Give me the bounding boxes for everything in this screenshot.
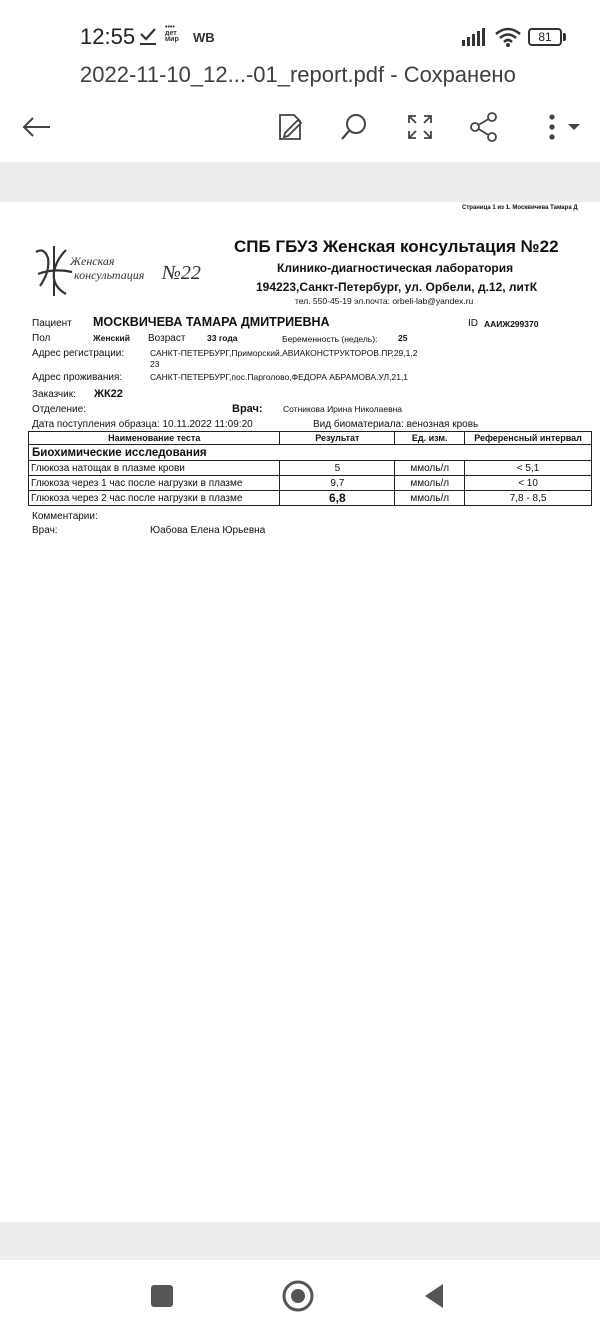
logo-zh-glyph-icon [30, 242, 80, 302]
logo-number: №22 [162, 262, 201, 284]
detmir-line2: мир [165, 36, 179, 43]
comments-label: Комментарии: [32, 511, 98, 522]
share-icon [468, 111, 500, 143]
share-button[interactable] [462, 105, 506, 149]
test-result: 9,7 [280, 476, 395, 491]
more-menu-button[interactable] [536, 105, 586, 149]
edit-document-icon [274, 111, 306, 143]
table-row [29, 476, 592, 491]
results-table [28, 431, 592, 506]
recent-apps-icon [150, 1284, 174, 1308]
lab-name: Клинико-диагностическая лаборатория [277, 261, 514, 275]
test-unit: ммоль/л [395, 461, 465, 476]
clinic-logo [30, 242, 220, 302]
department-label: Отделение: [32, 404, 86, 415]
table-row [29, 461, 592, 476]
section-title: Биохимические исследования [29, 445, 592, 461]
detmir-line1: дет [165, 30, 177, 37]
signal-icon [460, 27, 488, 47]
live-address-value: САНКТ-ПЕТЕРБУРГ,пос.Парголово,ФЕДОРА АБРАМОВА.УЛ,21,1 [150, 372, 409, 382]
viewer-top-divider [0, 162, 600, 202]
test-result: 5 [280, 461, 395, 476]
test-name: Глюкоза через 1 час после нагрузки в плазме [29, 476, 280, 491]
doctor-label: Врач: [232, 403, 263, 415]
doctor2-label: Врач: [32, 525, 58, 536]
back-nav-button[interactable] [412, 1276, 456, 1316]
recent-apps-button[interactable] [140, 1276, 184, 1316]
back-icon [421, 1282, 447, 1310]
id-value: ААИЖ299370 [484, 319, 539, 329]
col-header-unit: Ед. изм. [395, 432, 465, 445]
customer-value: ЖК22 [94, 388, 123, 400]
section-row [29, 445, 592, 461]
patient-label: Пациент [32, 318, 72, 329]
home-button[interactable] [276, 1276, 320, 1316]
sex-value: Женский [93, 333, 130, 343]
battery-tip [563, 33, 566, 41]
test-name: Глюкоза через 2 час после нагрузки в плазме [29, 491, 280, 506]
back-arrow-icon [20, 115, 52, 139]
customer-label: Заказчик: [32, 389, 76, 400]
logo-line2: консультация [74, 268, 145, 282]
reg-address-line2: 23 [150, 359, 160, 369]
test-ref: < 10 [465, 476, 592, 491]
table-header-row [29, 432, 592, 445]
doctor-value: Сотникова Ирина Николаевна [283, 404, 403, 414]
reg-address-label: Адрес регистрации: [32, 348, 125, 359]
pregnancy-value: 25 [398, 333, 408, 343]
test-unit: ммоль/л [395, 476, 465, 491]
test-result: 6,8 [280, 491, 395, 506]
reg-address-line1: САНКТ-ПЕТЕРБУРГ,Приморский,АВИАКОНСТРУКТОРОВ.ПР,29,1,2 [150, 348, 418, 358]
fullscreen-button[interactable] [398, 105, 442, 149]
edit-button[interactable] [268, 105, 312, 149]
org-contacts: тел. 550-45-19 эл.почта: orbeli-lab@yandex.ru [295, 296, 474, 306]
org-name: СПБ ГБУЗ Женская консультация №22 [234, 237, 559, 256]
status-time: 12:55 [80, 24, 136, 49]
age-value: 33 года [207, 333, 238, 343]
document-title: 2022-11-10_12...-01_report.pdf - Сохранено [80, 62, 516, 87]
doctor2-value: Юабова Елена Юрьевна [150, 525, 266, 536]
age-label: Возраст [148, 333, 186, 344]
logo-line1: Женская [70, 254, 115, 268]
test-ref: < 5,1 [465, 461, 592, 476]
test-ref: 7,8 - 8,5 [465, 491, 592, 506]
page-header: Страница 1 из 1. Москвичева Тамара Д [462, 205, 578, 211]
sex-label: Пол [32, 333, 51, 344]
id-label: ID [468, 318, 478, 329]
pregnancy-label: Беременность (недель): [282, 334, 378, 344]
col-header-test: Наименование теста [29, 432, 280, 445]
wifi-icon [494, 26, 522, 48]
test-unit: ммоль/л [395, 491, 465, 506]
check-icon [139, 24, 157, 46]
org-address: 194223,Санкт-Петербург, ул. Орбели, д.12, литК [256, 280, 538, 294]
biomaterial: Вид биоматериала: венозная кровь [313, 419, 479, 430]
col-header-result: Результат [280, 432, 395, 445]
test-name: Глюкоза натощак в плазме крови [29, 461, 280, 476]
live-address-label: Адрес проживания: [32, 372, 123, 383]
search-button[interactable] [332, 105, 376, 149]
sample-date: Дата поступления образца: 10.11.2022 11:09:20 [32, 419, 253, 430]
battery-icon: 81 [528, 28, 562, 46]
table-row [29, 491, 592, 506]
home-icon [281, 1279, 315, 1313]
pdf-page[interactable] [0, 202, 600, 1222]
patient-name: МОСКВИЧЕВА ТАМАРА ДМИТРИЕВНА [93, 315, 330, 329]
status-bar [0, 0, 600, 60]
back-button[interactable] [14, 105, 58, 149]
fullscreen-icon [405, 112, 435, 142]
wb-notification-icon: WB [193, 30, 215, 45]
col-header-ref: Референсный интервал [465, 432, 592, 445]
detmir-notification-icon: •••• дет мир [165, 25, 187, 43]
more-menu-icon [538, 111, 584, 143]
viewer-bottom-divider [0, 1222, 600, 1260]
search-icon [338, 111, 370, 143]
